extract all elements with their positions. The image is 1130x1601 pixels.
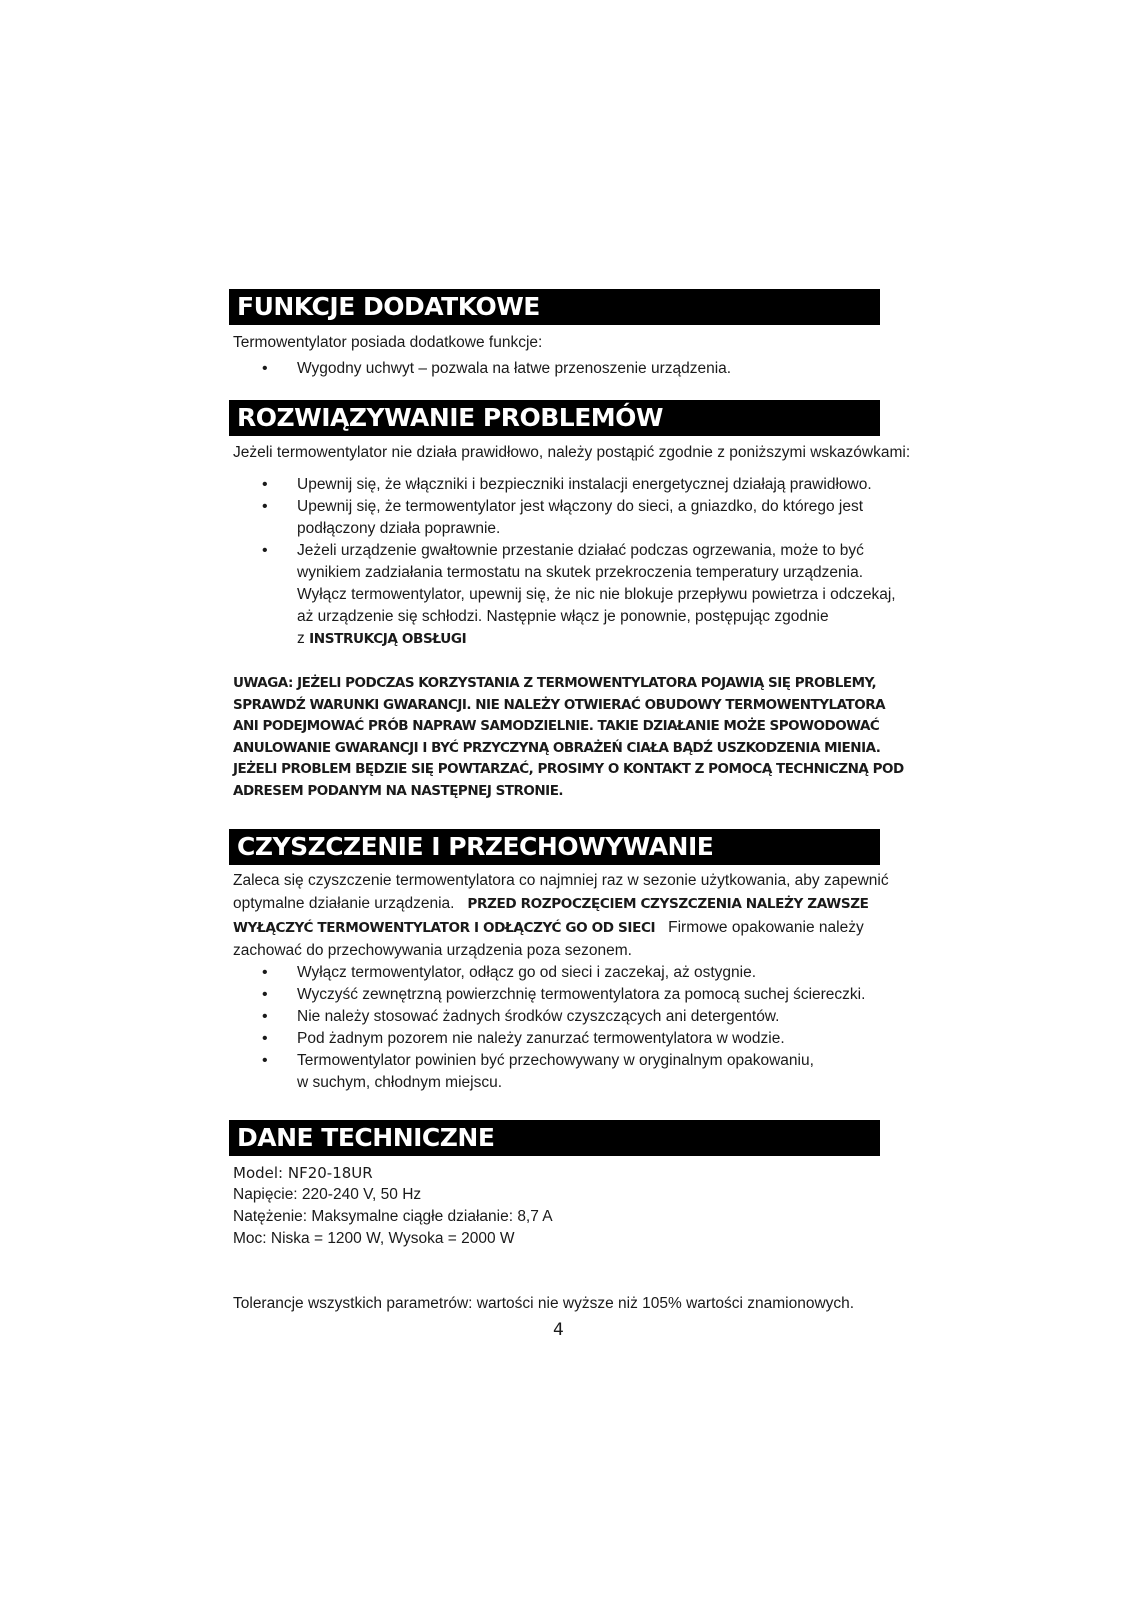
tolerance-note: Tolerancje wszystkich parametrów: wartości nie wyższe niż 105% wartości znamionowych. <box>233 1295 855 1312</box>
list-item: • Upewnij się, że termowentylator jest włączony do sieci, a gniazdko, do którego jest podłączony działa poprawnie. <box>262 496 896 540</box>
section-header-czyszczenie: CZYSZCZENIE I PRZECHOWYWANIE <box>229 829 880 865</box>
list-item: • Termowentylator powinien być przechowywany w oryginalnym opakowaniu, w suchym, chłodnym miejscu. <box>262 1050 865 1094</box>
problemy-bullet-list <box>262 474 896 650</box>
napiecie-line: Napięcie: 220-240 V, 50 Hz <box>233 1186 422 1203</box>
section-header-dane: DANE TECHNICZNE <box>229 1120 880 1156</box>
warning-block: UWAGA: JEŻELI PODCZAS KORZYSTANIA Z TERMOWENTYLATORA POJAWIĄ SIĘ PROBLEMY, SPRAWDŹ WARUNKI GWARANCJI. NIE NALEŻY OTWIERAĆ OBUDOWY TERMOWENTYLATORA ANI PODEJMOWAĆ PRÓB NAPRAW SAMODZIELNIE. TAKIE DZIAŁANIE MOŻE SPOWODOWAĆ ANULOWANIE GWARANCJI I BYĆ PRZYCZYNĄ OBRAŻEŃ CIAŁA BĄDŹ USZKODZENIA MIENIA. JEŻELI PROBLEM BĘDZIE SIĘ POWTARZAĆ, PROSIMY O KONTAKT Z POMOCĄ TECHNICZNĄ POD ADRESEM PODANYM NA NASTĘPNEJ STRONIE. <box>233 675 904 799</box>
list-item: • Pod żadnym pozorem nie należy zanurzać termowentylatora w wodzie. <box>262 1028 865 1050</box>
list-item: • Wyłącz termowentylator, odłącz go od sieci i zaczekaj, aż ostygnie. <box>262 962 865 984</box>
section-header-problemy: ROZWIĄZYWANIE PROBLEMÓW <box>229 400 880 436</box>
problemy-intro: Jeżeli termowentylator nie działa prawidłowo, należy postąpić zgodnie z poniższymi wskazówkami: <box>233 444 911 461</box>
list-item: • Wygodny uchwyt – pozwala na łatwe przenoszenie urządzenia. <box>262 358 731 380</box>
model-line: Model: NF20-18UR <box>233 1164 373 1182</box>
moc-line: Moc: Niska = 1200 W, Wysoka = 2000 W <box>233 1230 515 1247</box>
list-item: • Nie należy stosować żadnych środków czyszczących ani detergentów. <box>262 1006 865 1028</box>
funkcje-intro: Termowentylator posiada dodatkowe funkcje: <box>233 334 543 351</box>
page-number: 4 <box>553 1320 564 1340</box>
funkcje-bullet-list <box>262 358 731 380</box>
instrukcja-reference: INSTRUKCJĄ OBSŁUGI <box>309 631 467 647</box>
list-item: • Jeżeli urządzenie gwałtownie przestanie działać podczas ogrzewania, może to być wynikiem zadziałania termostatu na skutek przekroczenia temperatury urządzenia. Wyłącz termowentylator, upewnij się, że nic nie blokuje przepływu powietrza i odczekaj, aż urządzenie się schłodzi. Następnie włącz je ponownie, postępując zgodnie z INSTRUKCJĄ OBSŁUGI <box>262 540 896 650</box>
list-item: • Wyczyść zewnętrzną powierzchnię termowentylatora za pomocą suchej ściereczki. <box>262 984 865 1006</box>
czyszczenie-paragraph: Zaleca się czyszczenie termowentylatora co najmniej raz w sezonie użytkowania, aby zapewnić optymalne działanie urządzenia. PRZED ROZPOCZĘCIEM CZYSZCZENIA NALEŻY ZAWSZE WYŁĄCZYĆ TERMOWENTYLATOR I ODŁĄCZYĆ GO OD SIECI Firmowe opakowanie należy zachować do przechowywania urządzenia poza sezonem. <box>233 872 889 959</box>
section-header-funkcje: FUNKCJE DODATKOWE <box>229 289 880 325</box>
list-item: • Upewnij się, że włączniki i bezpieczniki instalacji energetycznej działają prawidłowo. <box>262 474 896 496</box>
czyszczenie-bullet-list <box>262 962 865 1094</box>
natezenie-line: Natężenie: Maksymalne ciągłe działanie: 8,7 A <box>233 1208 553 1225</box>
